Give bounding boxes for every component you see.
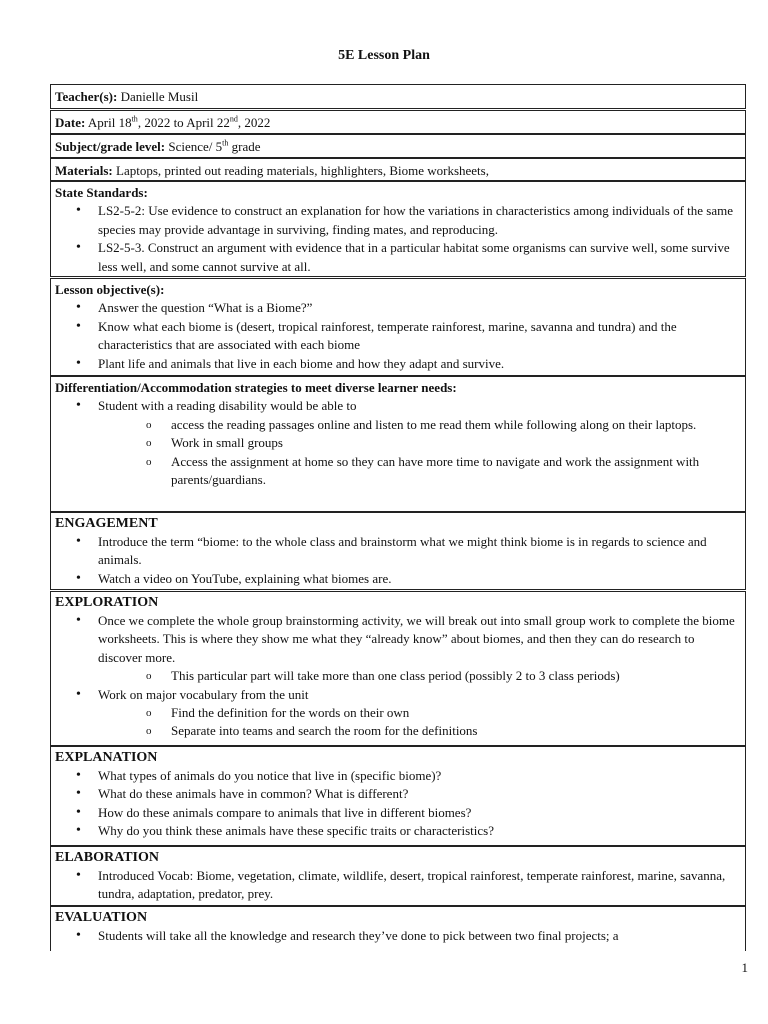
sub-list-item: o Separate into teams and search the room for the definitions xyxy=(55,722,741,740)
sub-list-item: o Access the assignment at home so they can have more time to navigate and work the assignment with parents/guardians. xyxy=(55,453,741,490)
engagement-section xyxy=(50,512,746,590)
materials-value: Laptops, printed out reading materials, highlighters, Biome worksheets, xyxy=(116,163,489,178)
sub-list-item: o access the reading passages online and listen to me read them while following along on their laptops. xyxy=(55,416,741,434)
standards-label: State Standards: xyxy=(55,185,148,200)
materials-label: Materials: xyxy=(55,163,113,178)
date-label: Date: xyxy=(55,115,86,130)
teacher-row xyxy=(50,84,746,109)
standards-list xyxy=(55,202,741,276)
subject-value: Science/ 5 xyxy=(168,139,223,154)
standards-section xyxy=(50,181,746,277)
exploration-heading: EXPLORATION xyxy=(55,595,159,610)
list-item: • Introduce the term “biome: to the whole class and brainstorm what we might think biome is in regards to science and animals. xyxy=(55,533,741,570)
subject-label: Subject/grade level: xyxy=(55,139,166,154)
evaluation-list xyxy=(55,927,741,945)
differentiation-section xyxy=(50,376,746,512)
objectives-label: Lesson objective(s): xyxy=(55,282,165,297)
objectives-section xyxy=(50,278,746,376)
explanation-heading: EXPLANATION xyxy=(55,750,158,765)
list-item: • Student with a reading disability would be able to xyxy=(55,397,741,415)
date-start-suffix: th xyxy=(131,114,138,124)
list-item: • Plant life and animals that live in each biome and how they adapt and survive. xyxy=(55,355,741,373)
list-item: • What do these animals have in common? What is different? xyxy=(55,785,741,803)
differentiation-label: Differentiation/Accommodation strategies to meet diverse learner needs: xyxy=(55,380,457,395)
list-item: • LS2-5-2: Use evidence to construct an explanation for how the variations in characteristics among individuals of the same species may provide advantage in surviving, finding mates, and reproducing. xyxy=(55,202,741,239)
date-middle: , 2022 to April 22 xyxy=(137,115,230,130)
teacher-label: Teacher(s): xyxy=(55,89,118,104)
materials-row xyxy=(50,158,746,181)
sub-list-item: o This particular part will take more than one class period (possibly 2 to 3 class periods) xyxy=(55,667,741,685)
engagement-list xyxy=(55,533,741,588)
differentiation-list xyxy=(55,397,741,489)
date-row xyxy=(50,110,746,134)
date-end: , 2022 xyxy=(237,115,271,130)
explanation-list xyxy=(55,767,741,841)
list-item: • What types of animals do you notice that live in (specific biome)? xyxy=(55,767,741,785)
sub-list-item: o Work in small groups xyxy=(55,434,741,452)
subject-suffix: th xyxy=(222,138,229,148)
subject-row xyxy=(50,134,746,158)
list-item: • Answer the question “What is a Biome?” xyxy=(55,299,741,317)
subject-grade: grade xyxy=(228,139,261,154)
list-item: • Students will take all the knowledge and research they’ve done to pick between two final projects; a xyxy=(55,927,741,945)
explanation-section xyxy=(50,746,746,846)
elaboration-heading: ELABORATION xyxy=(55,850,159,865)
exploration-list xyxy=(55,612,741,741)
engagement-heading: ENGAGEMENT xyxy=(55,516,158,531)
page-number: 1 xyxy=(741,960,748,975)
list-item: • Why do you think these animals have these specific traits or characteristics? xyxy=(55,822,741,840)
objectives-list xyxy=(55,299,741,373)
document-title: 5E Lesson Plan xyxy=(338,48,430,63)
list-item: • Introduced Vocab: Biome, vegetation, climate, wildlife, desert, tropical rainforest, temperate rainforest, marine, savanna, tundra, adaptation, predator, prey. xyxy=(55,867,741,904)
date-start: April 18 xyxy=(87,115,132,130)
list-item: • Once we complete the whole group brainstorming activity, we will break out into small group work to complete the biome worksheets. This is where they show me what they “already know” about biomes, and then they can do research to discover more. xyxy=(55,612,741,667)
sub-list-item: o Find the definition for the words on their own xyxy=(55,704,741,722)
evaluation-heading: EVALUATION xyxy=(55,910,148,925)
elaboration-list xyxy=(55,867,741,904)
evaluation-section xyxy=(50,906,746,951)
list-item: • Work on major vocabulary from the unit xyxy=(55,686,741,704)
list-item: • LS2-5-3. Construct an argument with evidence that in a particular habitat some organisms can survive well, some survive less well, and some cannot survive at all. xyxy=(55,239,741,276)
list-item: • Watch a video on YouTube, explaining what biomes are. xyxy=(55,570,741,588)
teacher-value: Danielle Musil xyxy=(120,89,199,104)
exploration-section xyxy=(50,591,746,746)
elaboration-section xyxy=(50,846,746,906)
date-end-suffix: nd xyxy=(229,114,238,124)
list-item: • How do these animals compare to animals that live in different biomes? xyxy=(55,804,741,822)
list-item: • Know what each biome is (desert, tropical rainforest, temperate rainforest, marine, savanna and tundra) and the characteristics that are associated with each biome xyxy=(55,318,741,355)
